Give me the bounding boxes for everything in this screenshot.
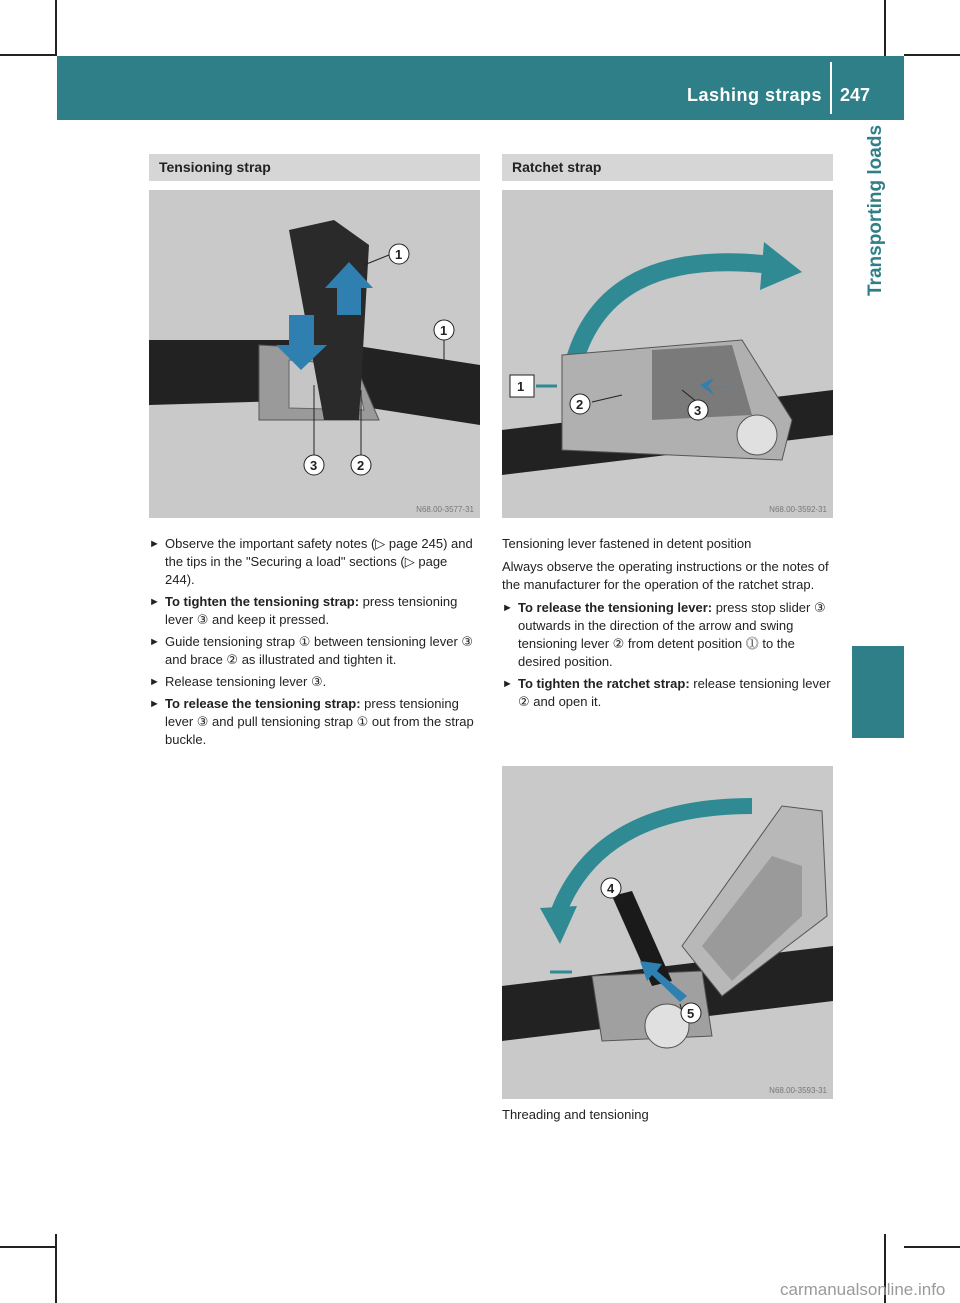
step-arrow-icon: ► [502, 678, 513, 690]
step-arrow-icon: ► [149, 636, 160, 648]
crop-mark [884, 0, 886, 56]
figure-code: N68.00-3593-31 [769, 1086, 827, 1095]
step-text: release tensioning lever ② and open it. [518, 676, 831, 709]
crop-mark [904, 54, 960, 56]
step-arrow-icon: ► [149, 698, 160, 710]
crop-mark [0, 54, 57, 56]
step-text: press tensioning lever ③ and keep it pressed. [165, 594, 458, 627]
chapter-tab: Transporting loads [865, 125, 886, 297]
step-release-lever [502, 599, 833, 671]
callout-2: 2 [576, 397, 584, 412]
crop-mark [55, 0, 57, 56]
figure-code: N68.00-3592-31 [769, 505, 827, 514]
step-text: Release tensioning lever ③. [165, 674, 327, 689]
page-title: Lashing straps [686, 85, 822, 105]
step-text: Observe the [165, 536, 240, 551]
figure-ratchet-threading [502, 766, 833, 1099]
callout-3: 3 [310, 458, 318, 473]
site-watermark: carmanualsonline.info [780, 1280, 946, 1299]
step-arrow-icon: ► [149, 676, 160, 688]
page-number: 247 [840, 85, 871, 105]
step-heading: To tighten the ratchet strap: [518, 676, 690, 691]
step-5 [149, 695, 480, 749]
crop-mark [0, 1246, 57, 1248]
figure-ratchet-strap-detent [502, 190, 833, 518]
step-1 [149, 535, 480, 589]
step-tighten-ratchet [502, 675, 833, 711]
step-4 [149, 673, 480, 691]
step-2 [149, 593, 480, 629]
paragraph: Always observe the operating instructions or the notes of the manufacturer for the operation of the ratchet strap. [502, 559, 829, 592]
step-arrow-icon: ► [149, 596, 160, 608]
figure-tensioning-strap [149, 190, 480, 518]
figure-caption: Tensioning lever fastened in detent position [502, 536, 752, 551]
step-heading: To release the tensioning lever: [518, 600, 713, 615]
crop-mark [55, 1234, 57, 1303]
figure-code: N68.00-3577-31 [416, 505, 474, 514]
section-title-tensioning-strap: Tensioning strap [149, 154, 480, 181]
callout-5: 5 [687, 1006, 695, 1021]
crop-mark [904, 1246, 960, 1248]
section-title-ratchet-strap: Ratchet strap [502, 154, 833, 181]
step-3 [149, 633, 480, 669]
step-heading: To release the tensioning strap: [165, 696, 361, 711]
step-text: press stop slider ③ outwards in the direction of the arrow and swing tensioning lever ② from detent position ⓵ to the desired position. [518, 600, 826, 669]
step-arrow-icon: ► [149, 538, 160, 550]
callout-4: 4 [607, 881, 615, 896]
step-heading: To tighten the tensioning strap: [165, 594, 360, 609]
ratchet-threading-illustration [502, 766, 833, 1099]
ratchet-detent-illustration [502, 190, 833, 518]
tensioning-steps [149, 535, 480, 753]
chapter-tab-marker [852, 646, 904, 738]
step-text: Guide tensioning strap ① between tensioning lever ③ and brace ② as illustrated and tighten it. [165, 634, 474, 667]
detent-marker-1: 1 [517, 379, 525, 394]
tensioning-strap-illustration [149, 190, 480, 518]
callout-1b: 1 [440, 323, 448, 338]
ratchet-text [502, 535, 833, 715]
step-arrow-icon: ► [502, 602, 513, 614]
step-text: press tensioning lever ③ and pull tensioning strap ① out from the strap buckle. [165, 696, 474, 747]
figure-caption: Threading and tensioning [502, 1107, 649, 1122]
step-text: important safety notes (▷ page 245) and the tips in the "Securing a load" sections (▷ page 244). [165, 536, 473, 587]
callout-1a: 1 [395, 247, 403, 262]
header-divider [830, 62, 832, 114]
callout-3: 3 [694, 403, 702, 418]
callout-2: 2 [357, 458, 365, 473]
